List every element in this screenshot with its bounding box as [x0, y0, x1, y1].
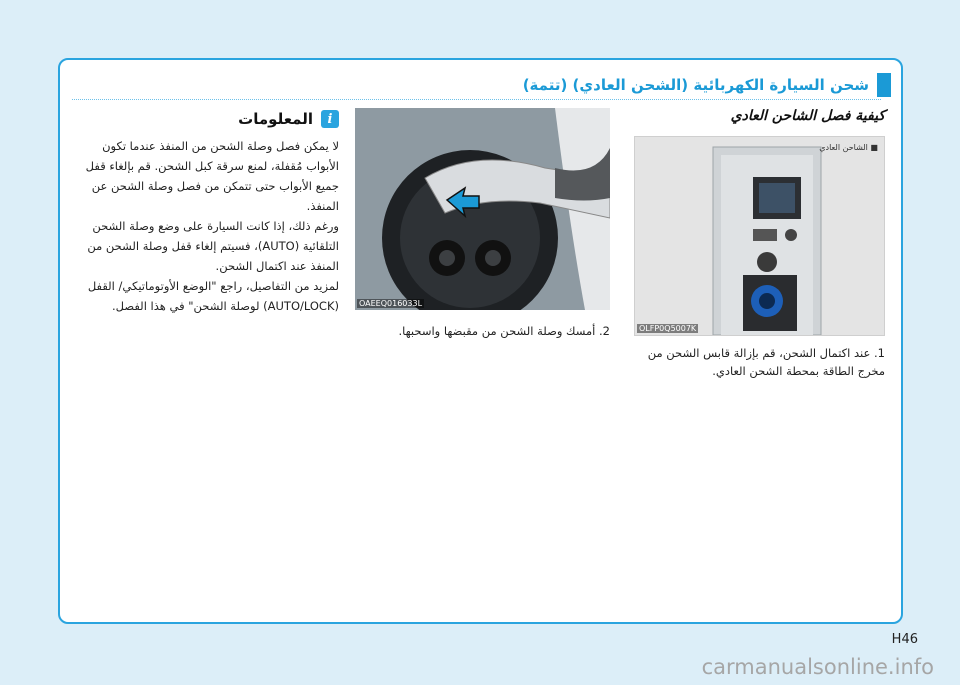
- header-divider: [72, 99, 881, 100]
- info-paragraph-2: ورغم ذلك، إذا كانت السيارة على وضع وصلة الشحن التلقائية (AUTO)، فسيتم إلغاء قفل وصلة الشحن من المنفذ عند اكتمال الشحن.: [87, 219, 339, 273]
- header-title: شحن السيارة الكهربائية (الشحن العادي) (تتمة): [522, 76, 869, 94]
- info-title: المعلومات: [238, 110, 313, 128]
- info-paragraph-1: لا يمكن فصل وصلة الشحن من المنفذ عندما تكون الأبواب مُقفلة، لمنع سرقة كبل الشحن. قم بإلغاء قفل جميع الأبواب حتى تتمكن من فصل وصلة الشحن عن المنفذ.: [85, 139, 339, 213]
- info-paragraph-3: لمزيد من التفاصيل، راجع "الوضع الأوتوماتيكي/ القفل (AUTO/LOCK) لوصلة الشحن" في هذا الفصل.: [87, 279, 339, 313]
- column-right: [630, 108, 885, 378]
- section-title: كيفية فصل الشاحن العادي: [730, 108, 885, 124]
- watermark: carmanualsonline.info: [701, 655, 934, 679]
- step-2: 2. أمسك وصلة الشحن من مقبضها واسحبها.: [398, 324, 610, 338]
- info-header: [74, 110, 339, 128]
- header-accent-bar: [877, 73, 891, 97]
- charger-illustration: [635, 137, 885, 336]
- manual-page: [58, 58, 903, 624]
- info-box: [74, 110, 339, 316]
- charger-photo: [634, 136, 885, 336]
- photo-tag-label: ■ الشاحن العادي: [819, 143, 878, 152]
- connector-illustration: [355, 108, 610, 310]
- photo-tag-text: الشاحن العادي: [819, 143, 868, 152]
- photo-code: OAEEQ016033L: [359, 299, 423, 308]
- section-header: [60, 74, 901, 96]
- step-1: 1. عند اكتمال الشحن، قم بإزالة قابس الشحن من مخرج الطاقة بمحطة الشحن العادي.: [647, 346, 885, 378]
- photo-code: OLFP0Q5007K: [639, 324, 697, 333]
- page-number: H46: [891, 632, 918, 647]
- info-icon: i: [321, 110, 339, 128]
- connector-photo: [355, 108, 610, 310]
